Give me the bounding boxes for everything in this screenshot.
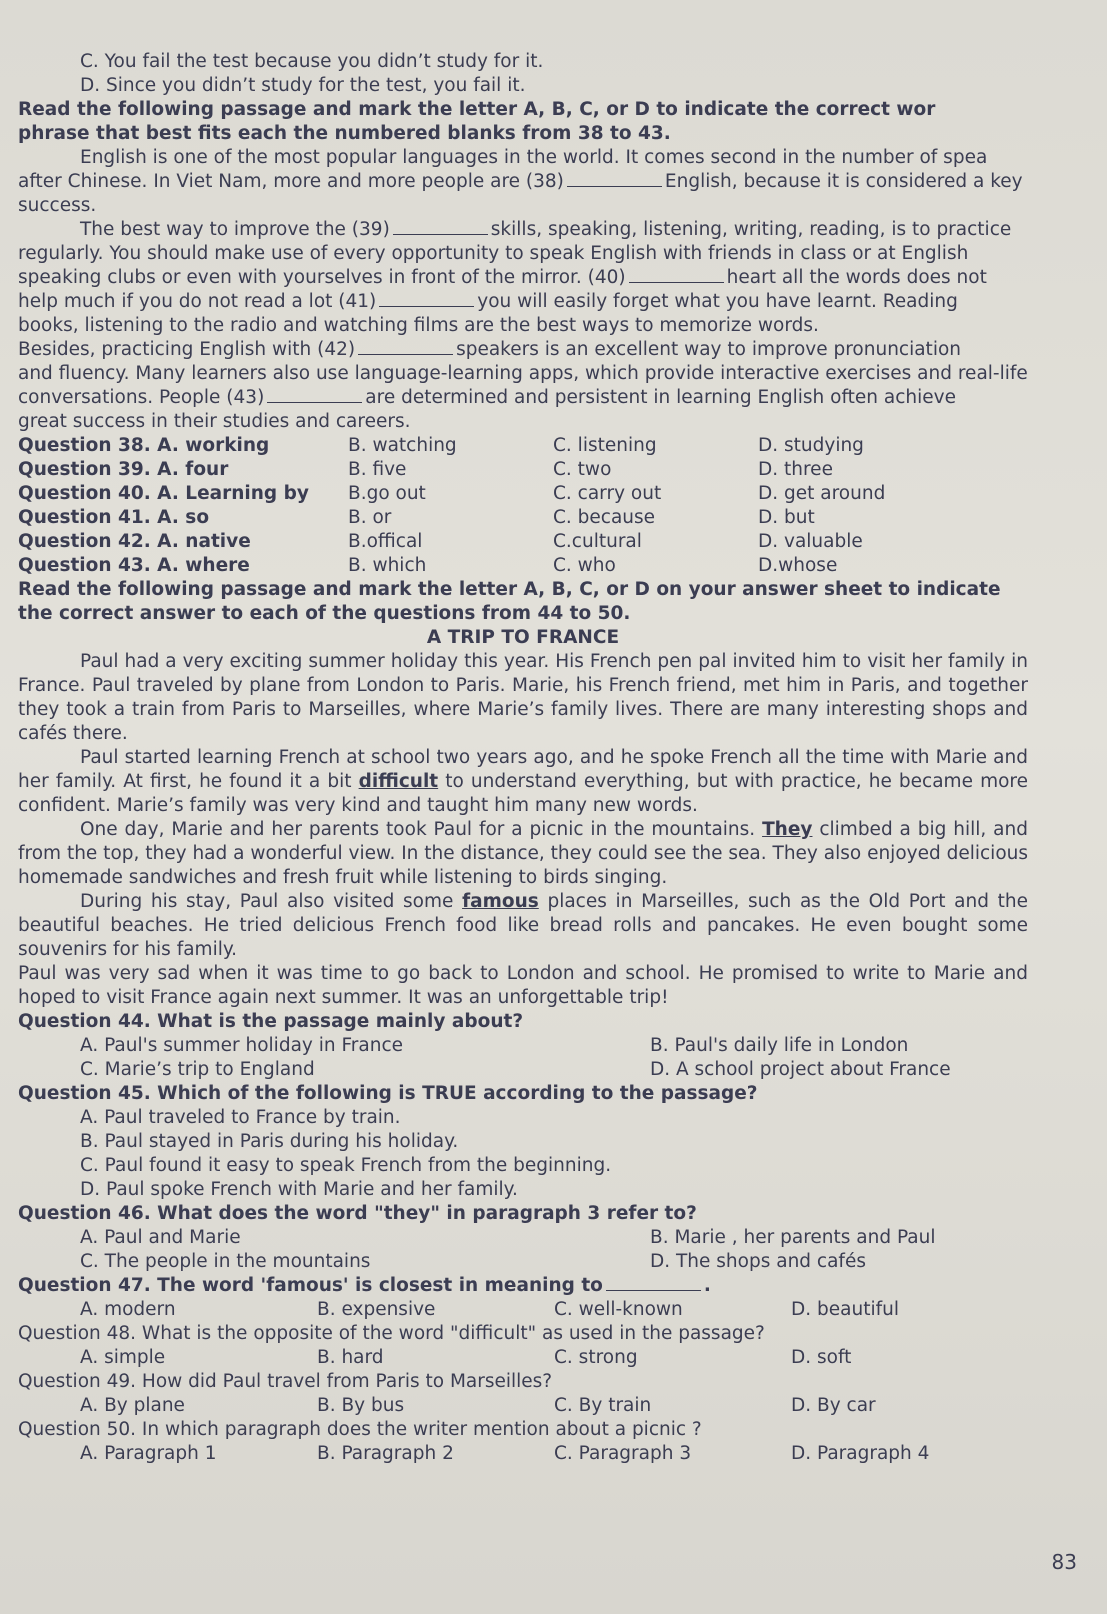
- question-49-stem: Question 49. How did Paul travel from Paris to Marseilles?: [18, 1371, 553, 1392]
- question-47-options: A. modern B. expensive C. well-known D. beautiful: [80, 1299, 899, 1320]
- passage1-line: great success in their studies and careers.: [18, 411, 411, 432]
- question-50-stem: Question 50. In which paragraph does the writer mention about a picnic ?: [18, 1419, 702, 1440]
- paragraph-4: During his stay, Paul also visited some famous places in Marseilles, such as the Old Port and the beautiful beaches. He tried delicious French food like bread rolls and pancakes. He even bought some souvenirs for his family.: [18, 891, 1028, 960]
- passage1-line: help much if you do not read a lot (41) you will easily forget what you have learnt. Reading: [18, 291, 958, 312]
- question-45-option-d: D. Paul spoke French with Marie and her family.: [80, 1179, 518, 1200]
- passage1-line: and fluency. Many learners also use language-learning apps, which provide interactive exercises and real-life: [18, 363, 1028, 384]
- question-41: Question 41. A. so B. or C. because D. but: [18, 507, 815, 528]
- question-46-options: A. Paul and Marie B. Marie , her parents and Paul C. The people in the mountains D. The shops and cafés: [80, 1227, 936, 1272]
- worksheet-content: [18, 50, 1028, 1466]
- question-45-option-a: A. Paul traveled to France by train.: [80, 1107, 401, 1128]
- question-45-option-b: B. Paul stayed in Paris during his holiday.: [80, 1131, 459, 1152]
- passage1-line: speaking clubs or even with yourselves in front of the mirror. (40) heart all the words does not: [18, 267, 987, 288]
- page-number: 83: [1051, 1550, 1077, 1574]
- passage1-line: after Chinese. In Viet Nam, more and more people are (38) English, because it is considered a key: [18, 171, 1023, 192]
- passage1-line: English is one of the most popular languages in the world. It comes second in the number of spea: [80, 147, 988, 168]
- question-39: Question 39. A. four B. five C. two D. three: [18, 459, 833, 480]
- option-d-prev: D. Since you didn’t study for the test, you fail it.: [80, 75, 526, 96]
- question-49-options: A. By plane B. By bus C. By train D. By car: [80, 1395, 876, 1416]
- section2-instruction-2: the correct answer to each of the questions from 44 to 50.: [18, 603, 631, 624]
- section2-instruction: Read the following passage and mark the letter A, B, C, or D on your answer sheet to indicate: [18, 579, 1001, 600]
- section1-instruction-2: phrase that best fits each the numbered blanks from 38 to 43.: [18, 123, 671, 144]
- question-40: Question 40. A. Learning by B.go out C. carry out D. get around: [18, 483, 886, 504]
- question-44-stem: Question 44. What is the passage mainly about?: [18, 1011, 524, 1032]
- passage1-line: success.: [18, 195, 97, 216]
- passage1-line: conversations. People (43) are determined and persistent in learning English often achieve: [18, 387, 956, 408]
- paragraph-1: Paul had a very exciting summer holiday this year. His French pen pal invited him to visit her family in France. Paul traveled by plane from London to Paris. Marie, his French friend, met him in Paris, and together they took a train from Paris to Marseilles, where Marie’s family lives. There are many interesting shops and cafés there.: [18, 651, 1028, 744]
- section1-instruction: Read the following passage and mark the letter A, B, C, or D to indicate the correct wor: [18, 99, 936, 120]
- passage-title: A TRIP TO FRANCE: [426, 627, 620, 648]
- question-48-options: A. simple B. hard C. strong D. soft: [80, 1347, 852, 1368]
- passage1-line: regularly. You should make use of every opportunity to speak English with friends in class or at English: [18, 243, 969, 264]
- question-48-stem: Question 48. What is the opposite of the word "difficult" as used in the passage?: [18, 1323, 765, 1344]
- paragraph-2: Paul started learning French at school two years ago, and he spoke French all the time with Marie and her family. At first, he found it a bit difficult to understand everything, but with practice, he became more confident. Marie’s family was very kind and taught him many new words.: [18, 747, 1028, 816]
- passage1-line: books, listening to the radio and watching films are the best ways to memorize words.: [18, 315, 819, 336]
- question-47-stem: Question 47. The word 'famous' is closest in meaning to .: [18, 1275, 711, 1296]
- question-46-stem: Question 46. What does the word "they" in paragraph 3 refer to?: [18, 1203, 697, 1224]
- question-45-stem: Question 45. Which of the following is TRUE according to the passage?: [18, 1083, 758, 1104]
- option-c-prev: C. You fail the test because you didn’t study for it.: [80, 51, 544, 72]
- paragraph-5: Paul was very sad when it was time to go back to London and school. He promised to write to Marie and hoped to visit France again next summer. It was an unforgettable trip!: [18, 963, 1028, 1008]
- passage1-line: Besides, practicing English with (42) speakers is an excellent way to improve pronunciation: [18, 339, 961, 360]
- question-45-option-c: C. Paul found it easy to speak French from the beginning.: [80, 1155, 612, 1176]
- paragraph-3: One day, Marie and her parents took Paul for a picnic in the mountains. They climbed a big hill, and from the top, they had a wonderful view. In the distance, they could see the sea. They also enjoyed delicious homemade sandwiches and fresh fruit while listening to birds singing.: [18, 819, 1028, 888]
- question-50-options: A. Paragraph 1 B. Paragraph 2 C. Paragraph 3 D. Paragraph 4: [80, 1443, 930, 1464]
- question-44-options: A. Paul's summer holiday in France B. Paul's daily life in London C. Marie’s trip to England D. A school project about France: [80, 1035, 951, 1080]
- question-42: Question 42. A. native B.offical C.cultural D. valuable: [18, 531, 863, 552]
- passage1-line: The best way to improve the (39) skills, speaking, listening, writing, reading, is to practice: [80, 219, 1012, 240]
- question-38: Question 38. A. working B. watching C. listening D. studying: [18, 435, 864, 456]
- question-43: Question 43. A. where B. which C. who D.whose: [18, 555, 838, 576]
